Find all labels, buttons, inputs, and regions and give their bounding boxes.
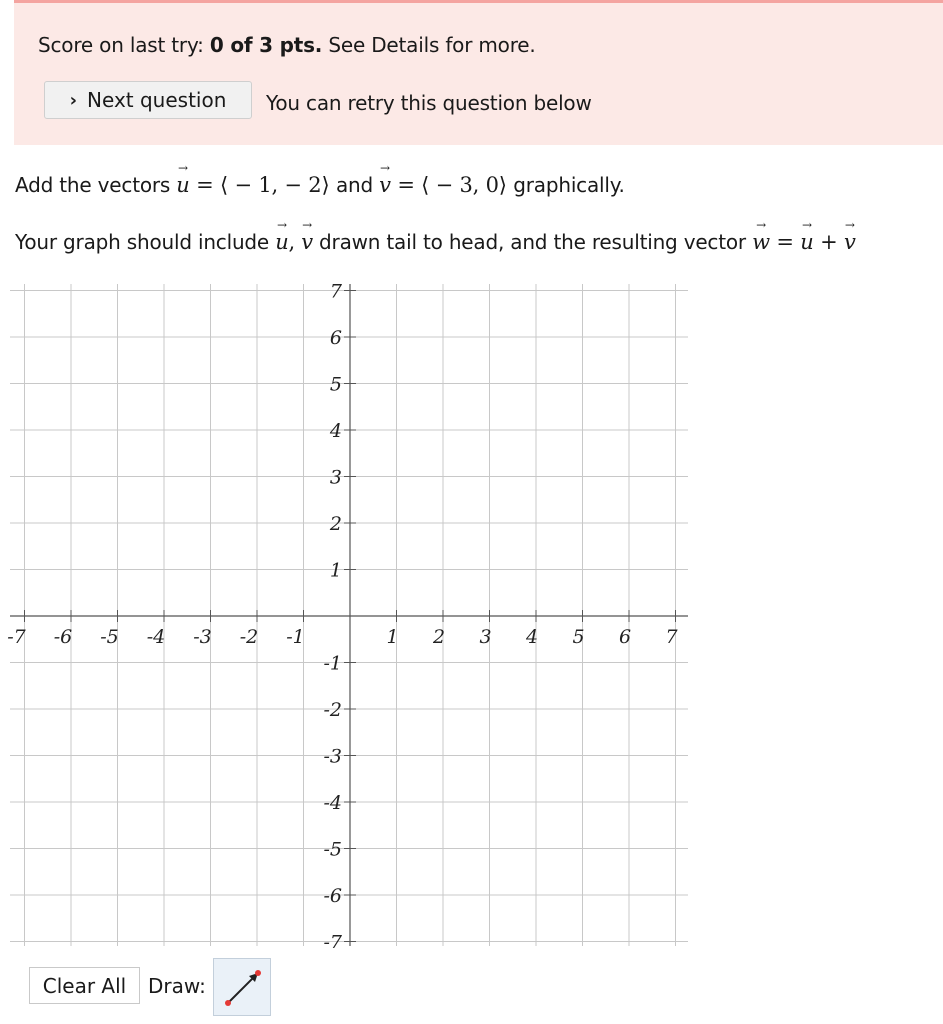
y-tick-label: -1 [323, 652, 342, 675]
x-tick-label: -4 [146, 626, 166, 648]
y-tick-label: -7 [323, 931, 342, 948]
y-tick-label: 5 [329, 373, 342, 396]
x-tick-label: 5 [572, 626, 585, 648]
score-label: Score on last try: [38, 33, 204, 57]
vector-w-symbol: → w [752, 230, 770, 254]
question-line-1: Add the vectors → u = ⟨ − 1, − 2⟩ and → v = ⟨ − 3, 0⟩ graphically. [15, 173, 625, 197]
vector-v-value: = ⟨ − 3, 0⟩ [397, 173, 507, 197]
draw-label: Draw: [148, 974, 206, 998]
x-tick-label: 1 [386, 626, 399, 648]
vector-v-symbol: → v [379, 173, 391, 197]
score-value: 0 of 3 pts. [209, 33, 323, 57]
score-text [38, 33, 536, 57]
line-vector-icon [214, 959, 272, 1017]
score-banner [14, 0, 943, 145]
vector-u-expression [176, 173, 336, 197]
vector-u-symbol-2: → u [275, 230, 288, 254]
and-word: and [335, 173, 373, 197]
vector-v-symbol-2: → v [301, 230, 313, 254]
y-tick-label: 7 [329, 280, 342, 303]
x-tick-label: -2 [239, 626, 259, 648]
y-tick-label: 3 [329, 466, 342, 489]
y-tick-label: 6 [329, 327, 342, 349]
x-tick-label: -6 [53, 626, 73, 648]
next-question-button[interactable] [44, 81, 252, 119]
y-tick-label: 2 [329, 513, 342, 535]
draw-vector-tool-button[interactable] [213, 958, 271, 1016]
x-tick-label: -5 [100, 626, 119, 648]
x-tick-label: -7 [7, 626, 26, 648]
y-tick-label: -5 [323, 838, 342, 861]
y-tick-label: 1 [329, 559, 342, 582]
x-tick-label: 7 [665, 626, 678, 648]
y-tick-label: -4 [323, 792, 342, 814]
chevron-right-icon: › [69, 89, 78, 111]
next-question-label: Next question [87, 88, 227, 112]
vector-v-expression [379, 173, 513, 197]
x-tick-label: 2 [432, 626, 446, 648]
retry-message: You can retry this question below [266, 91, 592, 115]
clear-all-button[interactable]: Clear All [29, 967, 140, 1004]
vector-sum-expression: → w = → u + → v [752, 230, 856, 254]
x-tick-label: 3 [479, 626, 492, 648]
vector-u-symbol: → u [176, 173, 189, 197]
x-tick-label: 6 [618, 626, 632, 648]
question-line-2: Your graph should include → u, → v drawn tail to head, and the resulting vector → w = → u + → v [15, 230, 856, 254]
y-tick-label: -3 [323, 745, 342, 768]
y-tick-label: -2 [323, 699, 342, 721]
y-tick-label: 4 [329, 420, 342, 442]
y-tick-label: -6 [323, 885, 342, 907]
graph-canvas[interactable] [0, 278, 700, 948]
x-tick-label: -1 [286, 626, 305, 648]
x-tick-label: 4 [525, 626, 539, 648]
vector-u-value: = ⟨ − 1, − 2⟩ [196, 173, 330, 197]
score-details-text: See Details for more. [328, 33, 536, 57]
tick-labels [7, 281, 678, 949]
x-tick-label: -3 [193, 626, 212, 648]
